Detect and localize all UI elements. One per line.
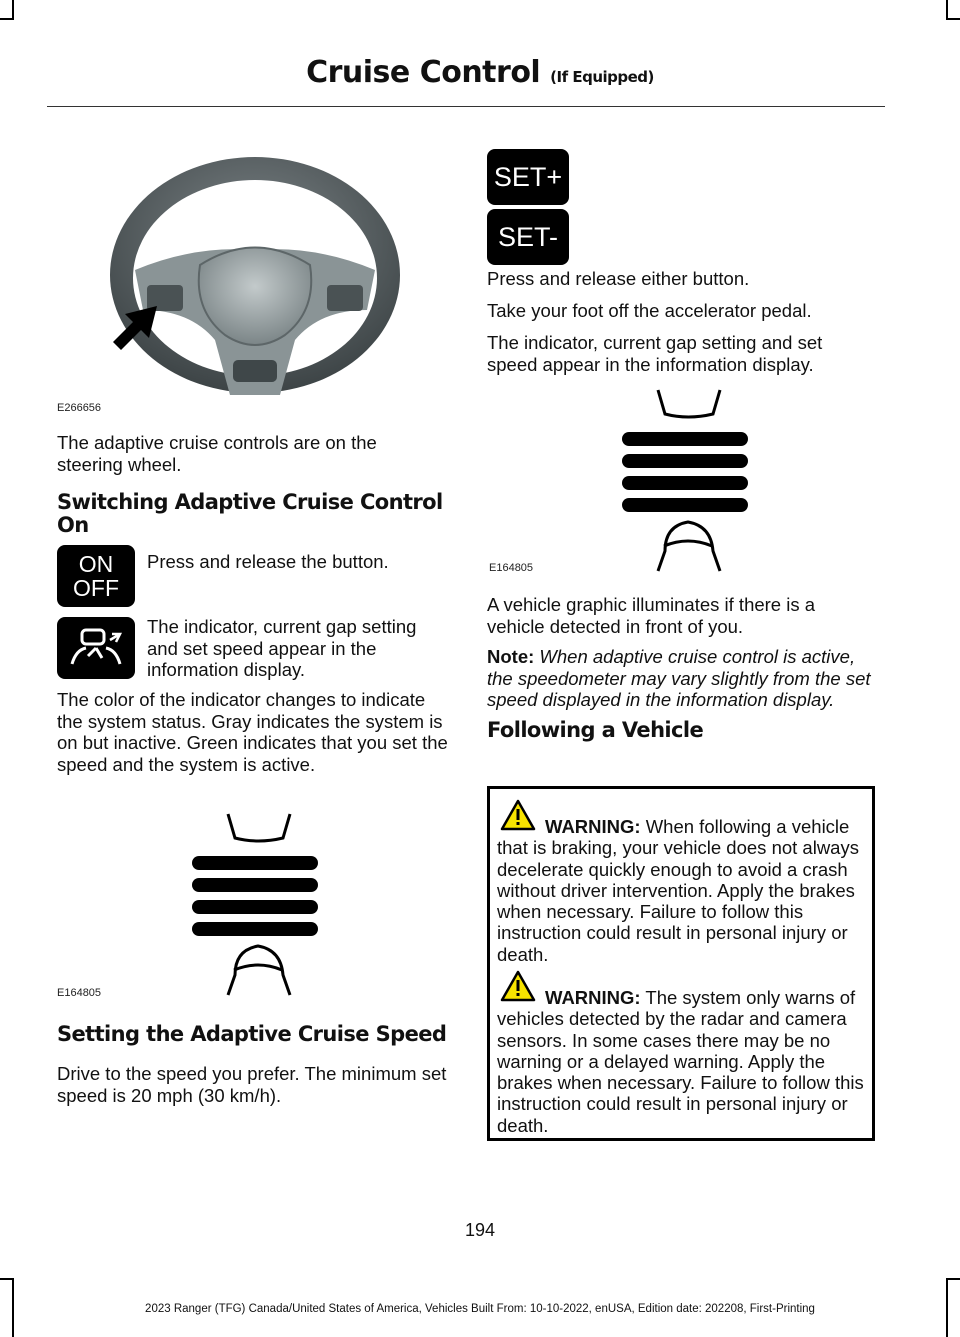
on-label: ON <box>78 551 114 577</box>
foot-off-text: Take your foot off the accelerator pedal. <box>487 300 812 321</box>
right-control-cluster <box>327 285 363 311</box>
crop-mark <box>946 0 948 20</box>
warning-triangle-icon <box>500 970 536 1002</box>
gap-setting-graphic <box>620 386 760 578</box>
indicator-appear-text: The indicator, current gap setting and set speed appear in the information display. <box>487 332 823 375</box>
set-plus-label: SET+ <box>493 161 563 192</box>
vehicle-graphic-text: A vehicle graphic illuminates if there is a vehicle detected in front of you. <box>487 594 816 637</box>
section-heading: Setting the Adaptive Cruise Speed <box>57 1022 447 1046</box>
crop-mark <box>12 0 14 20</box>
warning-2 <box>497 987 871 1136</box>
crop-mark <box>946 1278 960 1280</box>
press-release-text: Press and release the button. <box>147 551 389 572</box>
gap-bar <box>192 922 318 936</box>
footer-text: 2023 Ranger (TFG) Canada/United States of America, Vehicles Built From: 10-10-2022, enUSA, Edition date: 202208, First-Printing <box>145 1303 815 1315</box>
steering-wheel-illustration <box>105 150 405 420</box>
page-number: 194 <box>464 1220 496 1240</box>
crop-mark <box>0 1278 14 1280</box>
gap-bar <box>192 900 318 914</box>
warning-1-text: When following a vehicle that is braking, your vehicle does not always decelerate quickly enough to avoid a crash without driver intervention. Apply the brakes when necessary. Failure to follow this instruction could result in personal injury or death. <box>497 816 859 965</box>
figure-code: E266656 <box>57 402 102 414</box>
indicator-text: The indicator, current gap setting and set speed appear in the information display. <box>147 616 417 680</box>
figure-code: E164805 <box>57 987 102 999</box>
crop-mark <box>0 18 14 20</box>
gap-bar <box>192 878 318 892</box>
page-title-text: Cruise Control <box>306 55 541 90</box>
gap-bar <box>622 454 748 468</box>
note <box>487 646 877 711</box>
drive-speed-text: Drive to the speed you prefer. The minimum set speed is 20 mph (30 km/h). <box>57 1063 447 1106</box>
on-off-button-icon <box>57 545 135 607</box>
note-label: Note: <box>487 646 535 667</box>
warning-2-label: WARNING: <box>545 987 641 1008</box>
page-subtitle: (If Equipped) <box>550 68 654 86</box>
warning-1 <box>497 816 871 965</box>
intro-text: The adaptive cruise controls are on the steering wheel. <box>57 432 377 475</box>
page-title <box>0 55 960 90</box>
car-gauge-icon <box>66 626 126 670</box>
set-plus-button-icon <box>487 149 569 205</box>
left-control-cluster <box>147 285 183 311</box>
gap-bar <box>192 856 318 870</box>
lead-vehicle-icon <box>228 814 290 841</box>
section-heading: Switching Adaptive Cruise Control On <box>57 490 443 537</box>
figure-code: E164805 <box>489 562 534 574</box>
warning-triangle-icon <box>500 799 536 831</box>
note-text: When adaptive cruise control is active, the speedometer may vary slightly from the set speed displayed in the information display. <box>487 646 871 710</box>
gap-bar <box>622 432 748 446</box>
lead-vehicle-icon <box>658 390 720 417</box>
header-rule <box>47 106 885 107</box>
set-minus-button-icon <box>487 209 569 265</box>
crop-mark <box>946 18 960 20</box>
section-heading: Following a Vehicle <box>487 718 704 742</box>
color-status-text: The color of the indicator changes to indicate the system status. Gray indicates the system is on but inactive. Green indicates that you set the speed and the system is active. <box>57 689 448 775</box>
gap-bar <box>622 498 748 512</box>
gap-setting-graphic <box>190 810 330 1002</box>
set-minus-label: SET- <box>497 221 558 252</box>
off-label: OFF <box>73 575 119 601</box>
press-release-either-text: Press and release either button. <box>487 268 750 289</box>
adaptive-cruise-indicator-icon <box>57 617 135 679</box>
warning-2-text: The system only warns of vehicles detected by the radar and camera sensors. In some cases there may be no warning or a delayed warning. Apply the brakes when necessary. Failure to follow this instruction could result in personal injury or death. <box>497 987 864 1136</box>
warning-1-label: WARNING: <box>545 816 641 837</box>
gap-bar <box>622 476 748 490</box>
warning-box <box>487 786 875 1141</box>
lower-hub <box>233 360 277 382</box>
